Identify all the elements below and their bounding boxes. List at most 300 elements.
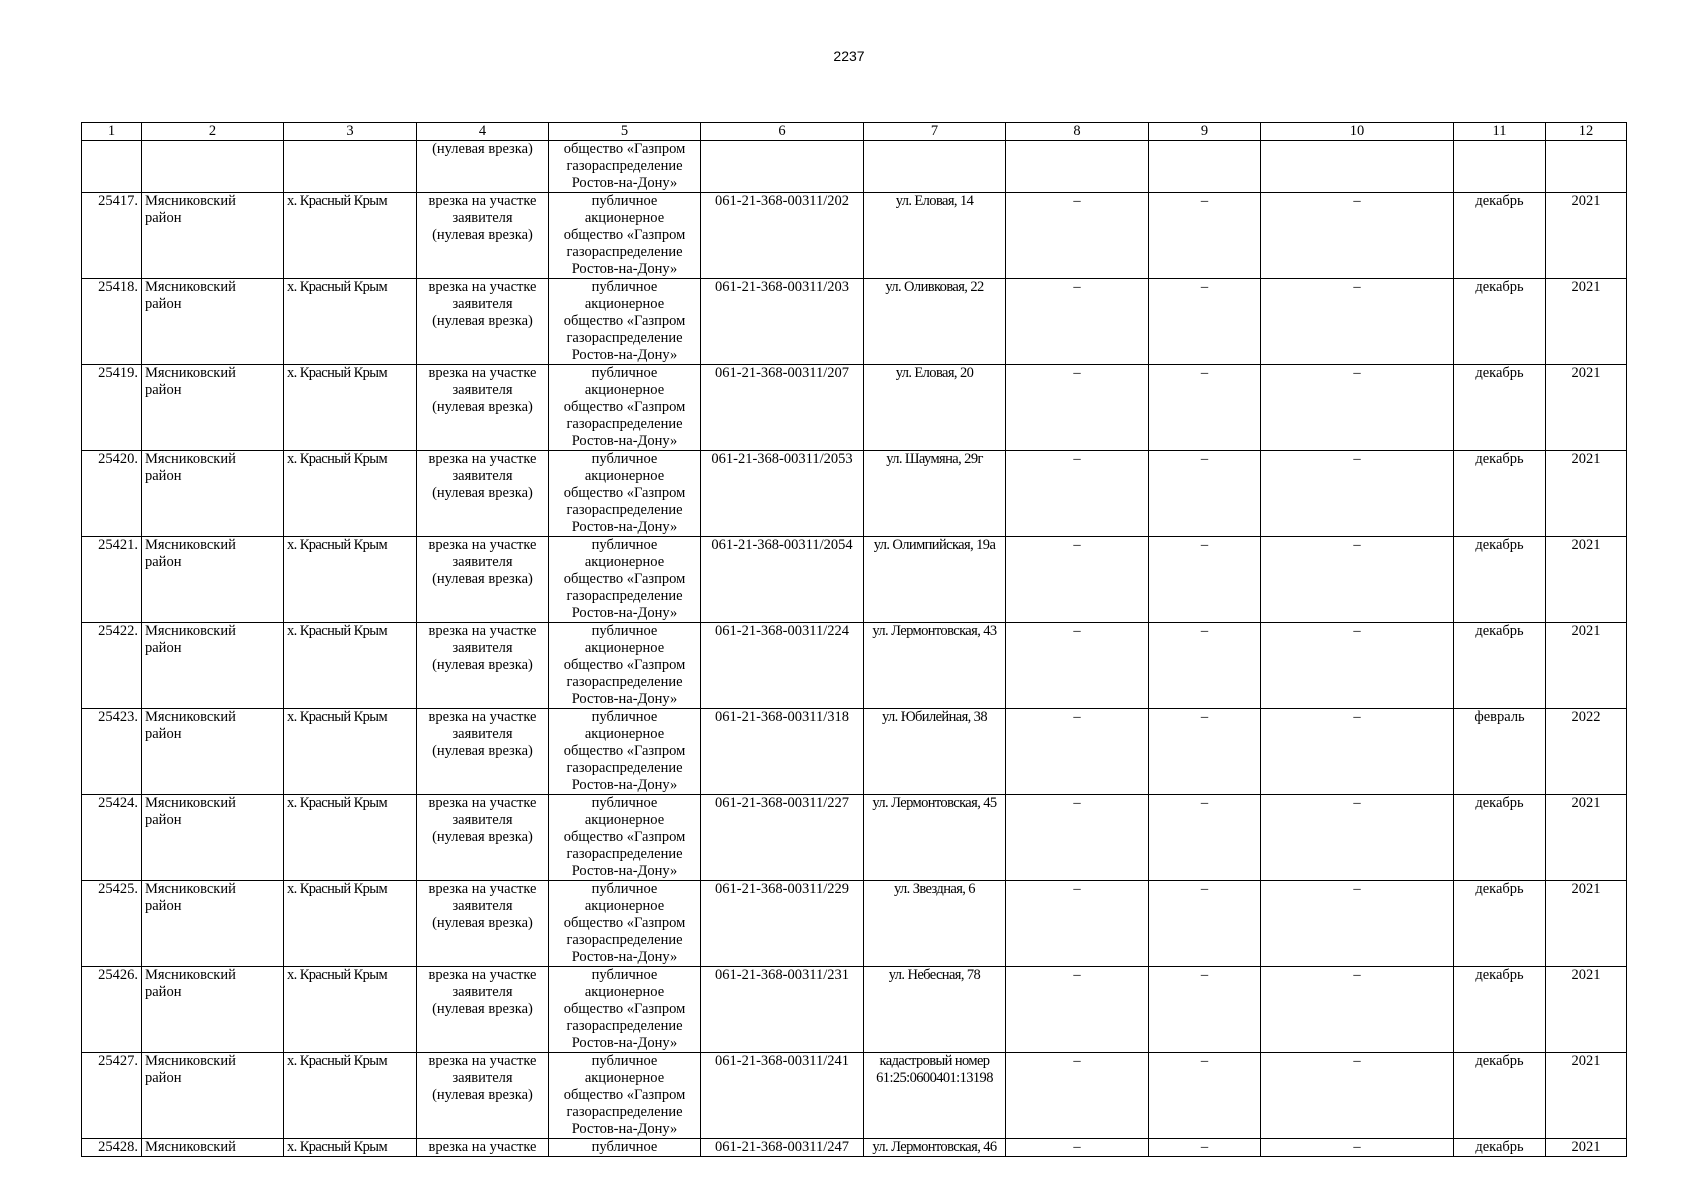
dash-cell: – [1261, 1053, 1454, 1139]
dash-cell: – [1261, 1139, 1454, 1157]
text-line: газораспределение [566, 502, 683, 518]
dash-cell: – [1006, 709, 1149, 795]
text-line: публичное [591, 451, 658, 467]
text-line: заявителя [452, 210, 513, 226]
year-cell: 2021 [1546, 451, 1627, 537]
organization-cell [549, 451, 701, 537]
table-row [82, 623, 1627, 709]
dash-cell: – [1261, 967, 1454, 1053]
text-line: ул. Юбилейная, 38 [882, 709, 987, 725]
month-cell: декабрь [1454, 623, 1546, 709]
text-line: общество «Газпром [563, 485, 686, 501]
district-cell [142, 881, 284, 967]
text-line: район [145, 984, 182, 1000]
month-cell: декабрь [1454, 795, 1546, 881]
text-line: (нулевая врезка) [432, 1001, 533, 1017]
text-line: Ростов-на-Дону» [571, 175, 678, 191]
text-line: Ростов-на-Дону» [571, 777, 678, 793]
text-line: публичное [591, 193, 658, 209]
text-line: врезка на участке [428, 881, 537, 897]
contract-code-cell: 061-21-368-00311/247 [701, 1139, 864, 1157]
dash-cell: – [1149, 1139, 1261, 1157]
text-line: врезка на участке [428, 451, 537, 467]
text-line: общество «Газпром [563, 829, 686, 845]
table-row [82, 365, 1627, 451]
text-line: врезка на участке [428, 623, 537, 639]
dash-cell: – [1006, 795, 1149, 881]
text-line: Мясниковский [145, 881, 236, 897]
dash-cell: – [1149, 1053, 1261, 1139]
text-line: Ростов-на-Дону» [571, 433, 678, 449]
locality-cell: х. Красный Крым [284, 279, 417, 365]
locality-cell: х. Красный Крым [284, 623, 417, 709]
connection-type-cell [417, 1053, 549, 1139]
text-line: (нулевая врезка) [432, 829, 533, 845]
text-line: ул. Шаумяна, 29г [886, 451, 983, 467]
row-number: 25426. [82, 967, 142, 1053]
dash-cell: – [1006, 451, 1149, 537]
year-cell: 2021 [1546, 279, 1627, 365]
text-line: ул. Оливковая, 22 [885, 279, 984, 295]
text-line: Мясниковский [145, 967, 236, 983]
row-number: 25419. [82, 365, 142, 451]
text-line: газораспределение [566, 932, 683, 948]
cell [864, 141, 1006, 193]
text-line: общество «Газпром [563, 1087, 686, 1103]
text-line: заявителя [452, 898, 513, 914]
year-cell: 2021 [1546, 193, 1627, 279]
year-cell: 2021 [1546, 795, 1627, 881]
address-cell [864, 709, 1006, 795]
organization-cell [549, 365, 701, 451]
dash-cell: – [1006, 1139, 1149, 1157]
row-number: 25421. [82, 537, 142, 623]
cell [1261, 141, 1454, 193]
month-cell: декабрь [1454, 1139, 1546, 1157]
text-line: газораспределение [566, 1018, 683, 1034]
locality-cell: х. Красный Крым [284, 537, 417, 623]
row-number: 25423. [82, 709, 142, 795]
district-cell [142, 623, 284, 709]
address-cell [864, 1053, 1006, 1139]
connection-type-cell [417, 193, 549, 279]
text-line: (нулевая врезка) [432, 1087, 533, 1103]
year-cell: 2021 [1546, 365, 1627, 451]
text-line: газораспределение [566, 1104, 683, 1120]
text-line: (нулевая врезка) [432, 571, 533, 587]
text-line: Ростов-на-Дону» [571, 1035, 678, 1051]
dash-cell: – [1261, 279, 1454, 365]
text-line: общество «Газпром [563, 743, 686, 759]
contract-code-cell: 061-21-368-00311/207 [701, 365, 864, 451]
text-line: акционерное [584, 382, 665, 398]
text-line: район [145, 296, 182, 312]
address-cell [864, 795, 1006, 881]
organization-cell [549, 537, 701, 623]
column-header: 3 [284, 123, 417, 141]
text-line: заявителя [452, 382, 513, 398]
text-line: заявителя [452, 984, 513, 1000]
text-line: Мясниковский [145, 795, 236, 811]
connection-type-cell [417, 365, 549, 451]
address-cell [864, 623, 1006, 709]
column-header: 2 [142, 123, 284, 141]
text-line: заявителя [452, 1070, 513, 1086]
text-line: ул. Лермонтовская, 43 [872, 623, 997, 639]
address-cell [864, 967, 1006, 1053]
month-cell: декабрь [1454, 193, 1546, 279]
text-line: общество «Газпром [563, 571, 686, 587]
text-line: акционерное [584, 726, 665, 742]
month-cell: декабрь [1454, 451, 1546, 537]
text-line: Ростов-на-Дону» [571, 691, 678, 707]
text-line: заявителя [452, 296, 513, 312]
address-cell [864, 279, 1006, 365]
column-header: 7 [864, 123, 1006, 141]
text-line: врезка на участке [428, 967, 537, 983]
locality-cell: х. Красный Крым [284, 365, 417, 451]
table-row [82, 967, 1627, 1053]
text-line: акционерное [584, 898, 665, 914]
column-header: 5 [549, 123, 701, 141]
address-cell [864, 365, 1006, 451]
connection-type-cell [417, 537, 549, 623]
text-line: Мясниковский [145, 709, 236, 725]
text-line: публичное [591, 537, 658, 553]
row-number: 25422. [82, 623, 142, 709]
text-line: Ростов-на-Дону» [571, 1121, 678, 1137]
organization-cell [549, 709, 701, 795]
text-line: Мясниковский [145, 537, 236, 553]
row-number: 25417. [82, 193, 142, 279]
text-line: газораспределение [566, 330, 683, 346]
dash-cell: – [1261, 795, 1454, 881]
locality-cell: х. Красный Крым [284, 795, 417, 881]
cell [82, 141, 142, 193]
district-cell [142, 1053, 284, 1139]
text-line: Мясниковский [145, 451, 236, 467]
text-line: акционерное [584, 640, 665, 656]
locality-cell: х. Красный Крым [284, 451, 417, 537]
table-row [82, 795, 1627, 881]
organization-cell [549, 967, 701, 1053]
text-line: Мясниковский [145, 1053, 236, 1069]
dash-cell: – [1261, 881, 1454, 967]
dash-cell: – [1149, 795, 1261, 881]
month-cell: декабрь [1454, 365, 1546, 451]
year-cell: 2022 [1546, 709, 1627, 795]
connection-type-cell [417, 623, 549, 709]
table-row [82, 1053, 1627, 1139]
year-cell: 2021 [1546, 1139, 1627, 1157]
text-line: общество «Газпром [563, 141, 686, 157]
dash-cell: – [1006, 1053, 1149, 1139]
organization-cell [549, 795, 701, 881]
table-row [82, 881, 1627, 967]
text-line: Ростов-на-Дону» [571, 605, 678, 621]
column-header: 4 [417, 123, 549, 141]
row-number: 25427. [82, 1053, 142, 1139]
text-line: врезка на участке [428, 1053, 537, 1069]
text-line: 61:25:0600401:13198 [876, 1070, 993, 1086]
address-cell [864, 193, 1006, 279]
connection-type-cell [417, 141, 549, 193]
text-line: врезка на участке [428, 537, 537, 553]
dash-cell: – [1006, 193, 1149, 279]
contract-code-cell: 061-21-368-00311/2053 [701, 451, 864, 537]
dash-cell: – [1149, 623, 1261, 709]
text-line: район [145, 812, 182, 828]
text-line: акционерное [584, 554, 665, 570]
row-number: 25425. [82, 881, 142, 967]
cell [1149, 141, 1261, 193]
text-line: Ростов-на-Дону» [571, 949, 678, 965]
column-header: 12 [1546, 123, 1627, 141]
text-line: газораспределение [566, 588, 683, 604]
dash-cell: – [1261, 193, 1454, 279]
text-line: (нулевая врезка) [432, 313, 533, 329]
contract-code-cell: 061-21-368-00311/2054 [701, 537, 864, 623]
district-cell [142, 795, 284, 881]
text-line: ул. Олимпийская, 19а [873, 537, 996, 553]
month-cell: декабрь [1454, 279, 1546, 365]
contract-code-cell: 061-21-368-00311/202 [701, 193, 864, 279]
text-line: общество «Газпром [563, 399, 686, 415]
connection-type-cell [417, 795, 549, 881]
text-line: ул. Лермонтовская, 45 [872, 795, 997, 811]
text-line: публичное [591, 709, 658, 725]
contract-code-cell: 061-21-368-00311/318 [701, 709, 864, 795]
text-line: газораспределение [566, 760, 683, 776]
column-header: 9 [1149, 123, 1261, 141]
continuation-row [82, 141, 1627, 193]
district-cell [142, 537, 284, 623]
text-line: (нулевая врезка) [432, 141, 533, 157]
text-line: ул. Еловая, 20 [895, 365, 974, 381]
column-header: 10 [1261, 123, 1454, 141]
text-line: (нулевая врезка) [432, 915, 533, 931]
page-number: 2237 [833, 48, 865, 64]
text-line: публичное [591, 967, 658, 983]
dash-cell: – [1261, 623, 1454, 709]
text-line: заявителя [452, 468, 513, 484]
district-cell [142, 709, 284, 795]
district-cell [142, 193, 284, 279]
text-line: ул. Небесная, 78 [888, 967, 981, 983]
month-cell: декабрь [1454, 1053, 1546, 1139]
text-line: газораспределение [566, 244, 683, 260]
text-line: врезка на участке [428, 709, 537, 725]
gas-connection-table [81, 122, 1627, 1157]
table-row [82, 279, 1627, 365]
table-row [82, 451, 1627, 537]
text-line: Мясниковский [145, 623, 236, 639]
district-cell [142, 451, 284, 537]
text-line: (нулевая врезка) [432, 657, 533, 673]
address-cell [864, 537, 1006, 623]
organization-cell [549, 141, 701, 193]
text-line: Ростов-на-Дону» [571, 519, 678, 535]
connection-type-cell: врезка на участке [417, 1139, 549, 1157]
text-line: район [145, 898, 182, 914]
text-line: врезка на участке [428, 279, 537, 295]
dash-cell: – [1149, 193, 1261, 279]
cell [284, 141, 417, 193]
address-cell: ул. Лермонтовская, 46 [864, 1139, 1006, 1157]
month-cell: декабрь [1454, 537, 1546, 623]
text-line: газораспределение [566, 416, 683, 432]
year-cell: 2021 [1546, 881, 1627, 967]
text-line: врезка на участке [428, 365, 537, 381]
district-cell [142, 279, 284, 365]
dash-cell: – [1006, 623, 1149, 709]
text-line: акционерное [584, 296, 665, 312]
text-line: район [145, 726, 182, 742]
text-line: акционерное [584, 812, 665, 828]
locality-cell: х. Красный Крым [284, 1053, 417, 1139]
text-line: ул. Звездная, 6 [894, 881, 975, 897]
text-line: Мясниковский [145, 365, 236, 381]
organization-cell [549, 279, 701, 365]
contract-code-cell: 061-21-368-00311/227 [701, 795, 864, 881]
contract-code-cell: 061-21-368-00311/224 [701, 623, 864, 709]
text-line: заявителя [452, 640, 513, 656]
text-line: Ростов-на-Дону» [571, 347, 678, 363]
organization-cell: публичное [549, 1139, 701, 1157]
text-line: публичное [591, 279, 658, 295]
text-line: общество «Газпром [563, 657, 686, 673]
address-cell [864, 881, 1006, 967]
dash-cell: – [1149, 709, 1261, 795]
cell [1006, 141, 1149, 193]
connection-type-cell [417, 967, 549, 1053]
contract-code-cell: 061-21-368-00311/203 [701, 279, 864, 365]
text-line: общество «Газпром [563, 227, 686, 243]
text-line: общество «Газпром [563, 915, 686, 931]
text-line: Ростов-на-Дону» [571, 863, 678, 879]
year-cell: 2021 [1546, 1053, 1627, 1139]
dash-cell: – [1149, 537, 1261, 623]
text-line: газораспределение [566, 846, 683, 862]
dash-cell: – [1149, 967, 1261, 1053]
text-line: Ростов-на-Дону» [571, 261, 678, 277]
text-line: заявителя [452, 554, 513, 570]
table-row [82, 193, 1627, 279]
contract-code-cell: 061-21-368-00311/229 [701, 881, 864, 967]
connection-type-cell [417, 451, 549, 537]
cell [701, 141, 864, 193]
row-number: 25424. [82, 795, 142, 881]
contract-code-cell: 061-21-368-00311/231 [701, 967, 864, 1053]
text-line: акционерное [584, 1070, 665, 1086]
cell [1546, 141, 1627, 193]
column-header: 11 [1454, 123, 1546, 141]
address-cell [864, 451, 1006, 537]
dash-cell: – [1006, 537, 1149, 623]
district-cell: Мясниковский [142, 1139, 284, 1157]
text-line: газораспределение [566, 158, 683, 174]
text-line: публичное [591, 795, 658, 811]
dash-cell: – [1006, 967, 1149, 1053]
cell [1454, 141, 1546, 193]
text-line: газораспределение [566, 674, 683, 690]
text-line: заявителя [452, 812, 513, 828]
text-line: акционерное [584, 468, 665, 484]
locality-cell: х. Красный Крым [284, 967, 417, 1053]
column-header: 8 [1006, 123, 1149, 141]
year-cell: 2021 [1546, 967, 1627, 1053]
dash-cell: – [1149, 451, 1261, 537]
text-line: Мясниковский [145, 279, 236, 295]
organization-cell [549, 1053, 701, 1139]
text-line: район [145, 554, 182, 570]
column-header: 6 [701, 123, 864, 141]
month-cell: февраль [1454, 709, 1546, 795]
dash-cell: – [1149, 279, 1261, 365]
district-cell [142, 365, 284, 451]
text-line: район [145, 210, 182, 226]
year-cell: 2021 [1546, 537, 1627, 623]
row-number: 25428. [82, 1139, 142, 1157]
text-line: ул. Еловая, 14 [895, 193, 974, 209]
locality-cell: х. Красный Крым [284, 193, 417, 279]
table-row [82, 709, 1627, 795]
text-line: заявителя [452, 726, 513, 742]
text-line: (нулевая врезка) [432, 227, 533, 243]
text-line: врезка на участке [428, 193, 537, 209]
row-number: 25418. [82, 279, 142, 365]
text-line: общество «Газпром [563, 1001, 686, 1017]
text-line: (нулевая врезка) [432, 485, 533, 501]
text-line: публичное [591, 1053, 658, 1069]
month-cell: декабрь [1454, 881, 1546, 967]
organization-cell [549, 623, 701, 709]
district-cell [142, 967, 284, 1053]
text-line: публичное [591, 881, 658, 897]
text-line: кадастровый номер [879, 1053, 990, 1069]
text-line: Мясниковский [145, 193, 236, 209]
dash-cell: – [1261, 365, 1454, 451]
dash-cell: – [1006, 279, 1149, 365]
dash-cell: – [1006, 365, 1149, 451]
text-line: врезка на участке [428, 795, 537, 811]
row-number: 25420. [82, 451, 142, 537]
dash-cell: – [1261, 709, 1454, 795]
dash-cell: – [1261, 451, 1454, 537]
year-cell: 2021 [1546, 623, 1627, 709]
table-row [82, 1139, 1627, 1157]
text-line: публичное [591, 365, 658, 381]
connection-type-cell [417, 279, 549, 365]
column-header: 1 [82, 123, 142, 141]
contract-code-cell: 061-21-368-00311/241 [701, 1053, 864, 1139]
organization-cell [549, 881, 701, 967]
connection-type-cell [417, 709, 549, 795]
locality-cell: х. Красный Крым [284, 709, 417, 795]
text-line: район [145, 640, 182, 656]
table-row [82, 537, 1627, 623]
text-line: акционерное [584, 984, 665, 1000]
text-line: район [145, 1070, 182, 1086]
connection-type-cell [417, 881, 549, 967]
dash-cell: – [1149, 881, 1261, 967]
text-line: (нулевая врезка) [432, 399, 533, 415]
text-line: район [145, 468, 182, 484]
text-line: общество «Газпром [563, 313, 686, 329]
text-line: (нулевая врезка) [432, 743, 533, 759]
dash-cell: – [1006, 881, 1149, 967]
locality-cell: х. Красный Крым [284, 1139, 417, 1157]
